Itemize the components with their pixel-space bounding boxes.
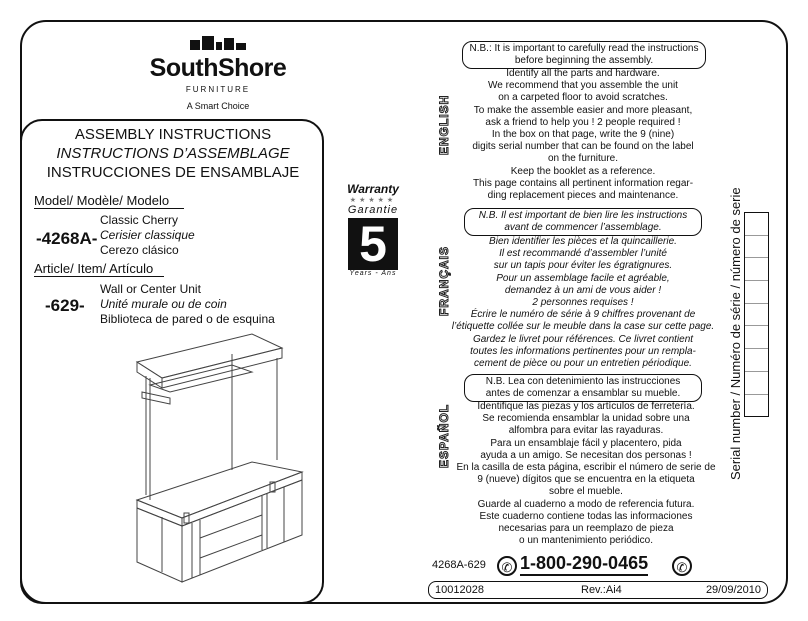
furniture-logo-icon bbox=[188, 34, 248, 50]
text-line: sobre el mueble. bbox=[549, 486, 623, 498]
text-line: 2 personnes requises ! bbox=[532, 297, 634, 309]
model-names bbox=[100, 213, 195, 258]
text-line: Identify all the parts and hardware. bbox=[506, 68, 660, 79]
document-number: 10012028 bbox=[435, 584, 484, 596]
text-line: on a carpeted floor to avoid scratches. bbox=[498, 92, 668, 104]
text-line: on the furniture. bbox=[547, 153, 619, 165]
support-phone: 1-800-290-0465 bbox=[520, 553, 648, 576]
text-line: We recommend that you assemble the unit bbox=[488, 80, 678, 92]
product-code: 4268A-629 bbox=[432, 559, 486, 571]
text-line: ding replacement pieces and maintenance. bbox=[487, 190, 679, 202]
text-line: Bien identifier les pièces et la quincaillerie. bbox=[489, 236, 677, 247]
title-french: INSTRUCTIONS D’ASSEMBLAGE bbox=[56, 145, 290, 162]
text-line: l’étiquette collée sur le meuble dans la case sur cette page. bbox=[451, 321, 715, 333]
text-line: cement de pièce ou pour un entretien périodique. bbox=[474, 358, 692, 370]
spanish-notice-line: antes de comenzar a ensamblar su mueble. bbox=[485, 388, 681, 399]
english-text bbox=[448, 68, 718, 202]
text-line: o un mantenimiento periódico. bbox=[519, 535, 653, 547]
english-notice-line: N.B.: It is important to carefully read the instructions bbox=[469, 43, 699, 54]
article-label: Article/ Item/ Artículo bbox=[34, 261, 164, 277]
english-notice-line: before beginning the assembly. bbox=[514, 55, 654, 66]
text-line: To make the assemble easier and more pleasant, bbox=[473, 104, 693, 116]
text-line: demandez à un ami de vous aider ! bbox=[504, 284, 662, 296]
french-notice-line: N.B. Il est important de bien lire les instructions bbox=[478, 210, 688, 221]
text-line: ask a friend to help you ! 2 people required ! bbox=[485, 116, 681, 128]
warranty-subtitle: Garantie bbox=[347, 204, 399, 216]
brand-logo: SouthShore bbox=[149, 54, 287, 82]
text-line: ayuda a un amigo. Se necesitan dos personas ! bbox=[480, 449, 692, 461]
revision: Rev.:Ai4 bbox=[581, 584, 622, 596]
brand-subtitle: FURNITURE bbox=[185, 85, 251, 94]
text-line: Para un ensamblaje fácil y placentero, pida bbox=[490, 437, 682, 449]
text-line: This page contains all pertinent information regar- bbox=[472, 177, 694, 189]
spanish-notice bbox=[464, 374, 702, 402]
furniture-illustration bbox=[132, 330, 312, 588]
lang-label-french: FRANÇAIS bbox=[437, 246, 451, 316]
article-name-en: Wall or Center Unit bbox=[100, 282, 201, 296]
warranty-title: Warranty bbox=[347, 182, 399, 196]
text-line: 9 (nueve) dígitos que se encuentra en la etiqueta bbox=[477, 474, 695, 486]
warranty-years-number: 5 bbox=[348, 218, 398, 270]
article-number: -629- bbox=[45, 296, 85, 315]
text-line: Écrire le numéro de série à 9 chiffres provenant de bbox=[470, 309, 696, 321]
article-name-es: Biblioteca de pared o de esquina bbox=[100, 312, 275, 326]
document-info-bar bbox=[428, 581, 768, 599]
serial-number-box bbox=[744, 212, 769, 417]
model-name-fr: Cerisier classique bbox=[100, 228, 195, 242]
spanish-text bbox=[448, 401, 724, 547]
phone-icon: ✆ bbox=[497, 556, 517, 576]
model-label: Model/ Modèle/ Modelo bbox=[34, 193, 184, 209]
warranty-stars: ★★★★★ bbox=[349, 197, 397, 204]
warranty-years-text: Years - Ans bbox=[349, 270, 397, 277]
text-line: necesarias para un reemplazo de pieza bbox=[498, 523, 674, 535]
text-line: Pour un assemblage facile et agréable, bbox=[496, 272, 670, 284]
text-line: Il est recommandé d’assembler l’unité bbox=[499, 248, 667, 260]
text-line: alfombra para evitar las rayaduras. bbox=[508, 425, 664, 437]
model-name-en: Classic Cherry bbox=[100, 213, 179, 227]
article-name-fr: Unité murale ou de coin bbox=[100, 297, 227, 311]
french-notice bbox=[464, 208, 702, 236]
french-text bbox=[448, 236, 718, 370]
model-number: -4268A- bbox=[36, 229, 98, 248]
document-date: 29/09/2010 bbox=[705, 584, 761, 596]
warranty-badge bbox=[338, 182, 408, 277]
lang-label-english: ENGLISH bbox=[437, 94, 451, 155]
text-line: Identifique las piezas y los artículos de ferretería. bbox=[477, 401, 695, 412]
text-line: sur un tapis pour éviter les égratignures. bbox=[493, 260, 673, 272]
model-name-es: Cerezo clásico bbox=[100, 243, 179, 257]
phone-icon: ✆ bbox=[672, 556, 692, 576]
english-notice bbox=[462, 41, 706, 69]
serial-number-label: Serial number / Numéro de série / número de serie bbox=[728, 187, 743, 480]
text-line: Keep the booklet as a reference. bbox=[510, 165, 656, 177]
french-notice-line: avant de commencer l’assemblage. bbox=[504, 222, 662, 233]
article-names bbox=[100, 282, 275, 327]
text-line: Este cuaderno contiene todas las informaciones bbox=[479, 510, 693, 522]
text-line: En la casilla de esta página, escribir el número de serie de bbox=[456, 462, 716, 474]
text-line: Guarde al cuaderno a modo de referencia futura. bbox=[477, 498, 695, 510]
text-line: digits serial number that can be found on the label bbox=[472, 141, 694, 153]
brand-tagline: A Smart Choice bbox=[186, 101, 250, 111]
title-english: ASSEMBLY INSTRUCTIONS bbox=[74, 126, 272, 143]
text-line: toutes les informations pertinentes pour un rempla- bbox=[470, 345, 696, 357]
text-line: In the box on that page, write the 9 (nine) bbox=[491, 129, 675, 141]
lang-label-spanish: ESPAÑOL bbox=[437, 403, 451, 468]
spanish-notice-line: N.B. Lea con detenimiento las instrucciones bbox=[485, 376, 681, 387]
title-spanish: INSTRUCCIONES DE ENSAMBLAJE bbox=[46, 164, 300, 181]
text-line: Se recomienda ensamblar la unidad sobre una bbox=[482, 413, 690, 425]
text-line: Gardez le livret pour références. Ce livret contient bbox=[472, 333, 694, 345]
